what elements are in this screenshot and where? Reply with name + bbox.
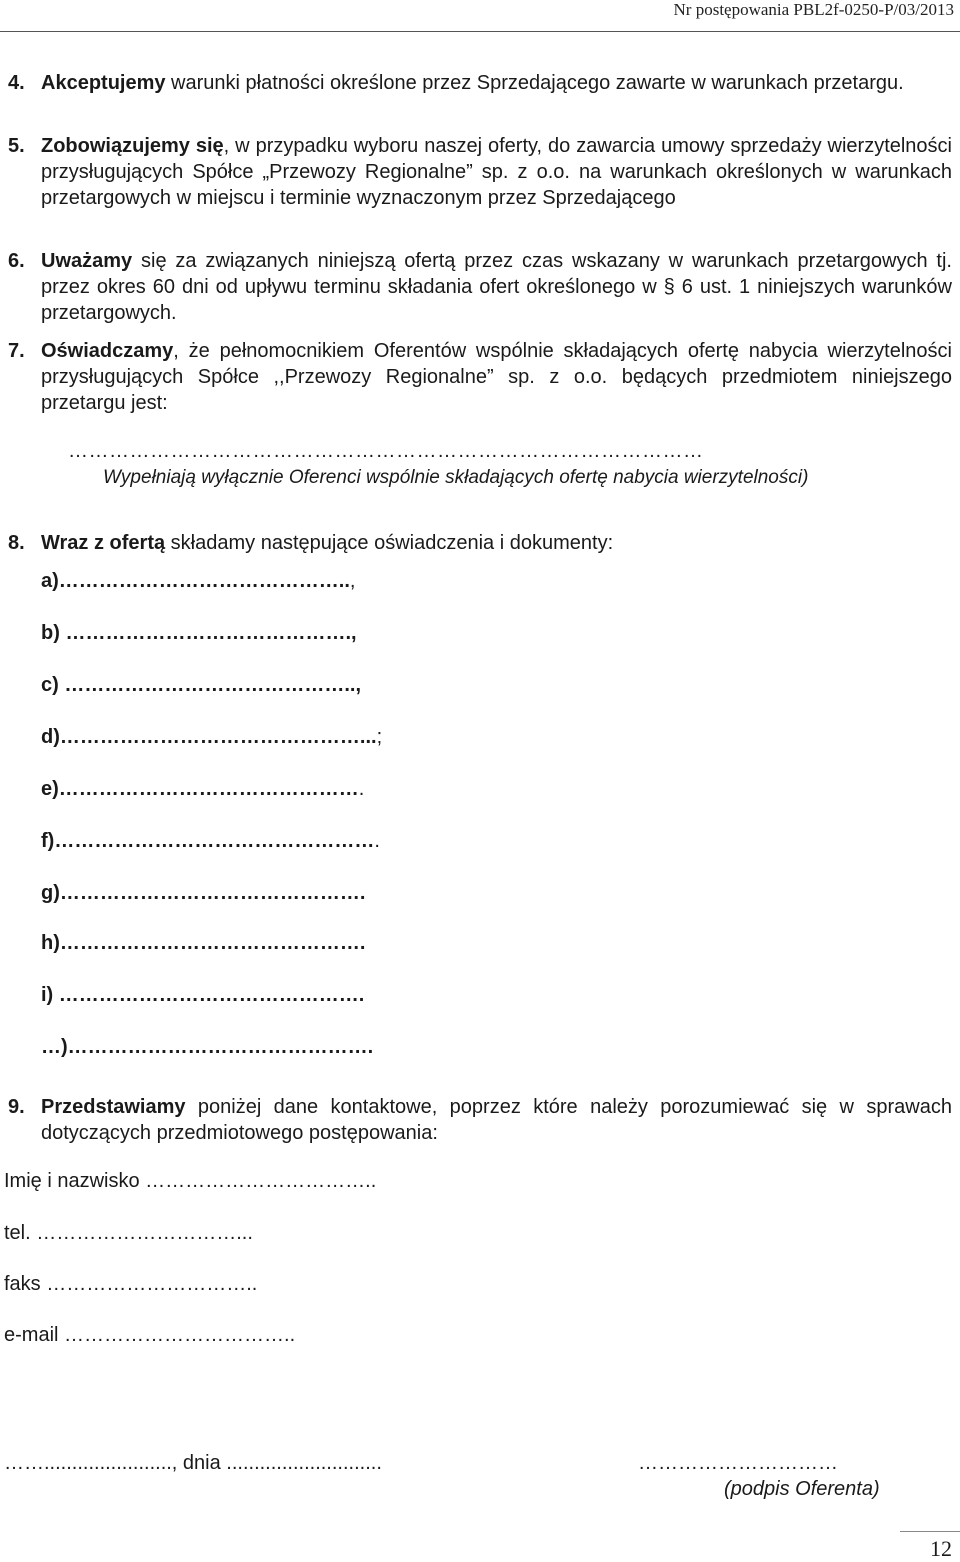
clause-keyword: Przedstawiamy [41, 1096, 186, 1118]
header-divider [0, 31, 960, 32]
document-item-h[interactable]: h)………………………………………. [41, 932, 366, 954]
clause-8 [8, 530, 952, 556]
clause-5 [8, 133, 952, 211]
place-date-field[interactable]: ……......................., dnia ............................ [4, 1452, 382, 1474]
contact-fax-field[interactable]: faks ………………………….. [4, 1273, 258, 1295]
clause-keyword: Akceptujemy [41, 72, 166, 94]
document-item-a[interactable]: a)…………………………………….., [41, 570, 356, 592]
clause-keyword: Oświadczamy [41, 340, 174, 362]
clause-text: składamy następujące oświadczenia i dokumenty: [165, 532, 614, 554]
clause-number: 8. [8, 532, 25, 554]
clause-number: 6. [8, 250, 25, 272]
clause-keyword: Wraz z ofertą [41, 532, 166, 554]
clause-text: , w przypadku wyboru naszej oferty, do zawarcia umowy sprzedaży wierzytelności przysługujących Spółce „Przewozy Regionalne” sp. z o.o. na warunkach określonych w warunkach przetargowych w miejscu i terminie wyznaczonym przez Sprzedającego [41, 135, 953, 209]
clause-keyword: Uważamy [41, 250, 133, 272]
clause-6 [8, 248, 952, 326]
contact-email-field[interactable]: e-mail …………………………….. [4, 1324, 296, 1346]
document-item-e[interactable]: e)………………………………………. [41, 778, 365, 800]
contact-name-field[interactable]: Imię i nazwisko …………………………….. [4, 1170, 377, 1192]
document-item-d[interactable]: d)………………………………………...; [41, 726, 383, 748]
document-item-c[interactable]: c) …………………………………….., [41, 674, 362, 696]
document-item-g[interactable]: g)………………………………………. [41, 882, 366, 904]
document-item-more[interactable]: …)………………………………………. [41, 1036, 374, 1058]
document-item-i[interactable]: i) ………………………………………. [41, 984, 365, 1006]
page-number: 12 [930, 1536, 952, 1561]
document-item-f[interactable]: f)…………………………………………. [41, 830, 380, 852]
footer-divider [900, 1531, 960, 1532]
contact-phone-field[interactable]: tel. …………………………... [4, 1222, 253, 1244]
clause-4 [8, 70, 952, 96]
clause-number: 4. [8, 72, 25, 94]
clause-text: warunki płatności określone przez Sprzedającego zawarte w warunkach przetargu. [165, 72, 904, 94]
clause-number: 9. [8, 1096, 25, 1118]
representative-field[interactable]: ………………………………………………………………………………… [68, 440, 704, 462]
clause-number: 7. [8, 340, 25, 362]
clause-text: poniżej dane kontaktowe, poprzez które należy porozumiewać się w sprawach dotyczących przedmiotowego postępowania: [41, 1096, 952, 1144]
signature-caption: (podpis Oferenta) [724, 1478, 880, 1500]
signature-field[interactable]: ………………………… [638, 1452, 838, 1474]
clause-7 [8, 338, 952, 416]
clause-9 [8, 1094, 952, 1146]
document-item-b[interactable]: b) ……………………………………., [41, 622, 357, 644]
document-reference: Nr postępowania PBL2f-0250-P/03/2013 [673, 0, 954, 19]
representative-note: Wypełniają wyłącznie Oferenci wspólnie składających ofertę nabycia wierzytelności) [103, 467, 809, 488]
clause-text: się za związanych niniejszą ofertą przez czas wskazany w warunkach przetargowych tj. przez okres 60 dni od upływu terminu składania ofert określonego w § 6 ust. 1 niniejszych warunków przetargowych. [41, 250, 952, 324]
clause-text: , że pełnomocnikiem Oferentów wspólnie składających ofertę nabycia wierzytelności przysługujących Spółce ,,Przewozy Regionalne” sp. z o.o. będących przedmiotem niniejszego przetargu jest: [41, 340, 952, 414]
clause-number: 5. [8, 135, 25, 157]
clause-keyword: Zobowiązujemy się [41, 135, 224, 157]
